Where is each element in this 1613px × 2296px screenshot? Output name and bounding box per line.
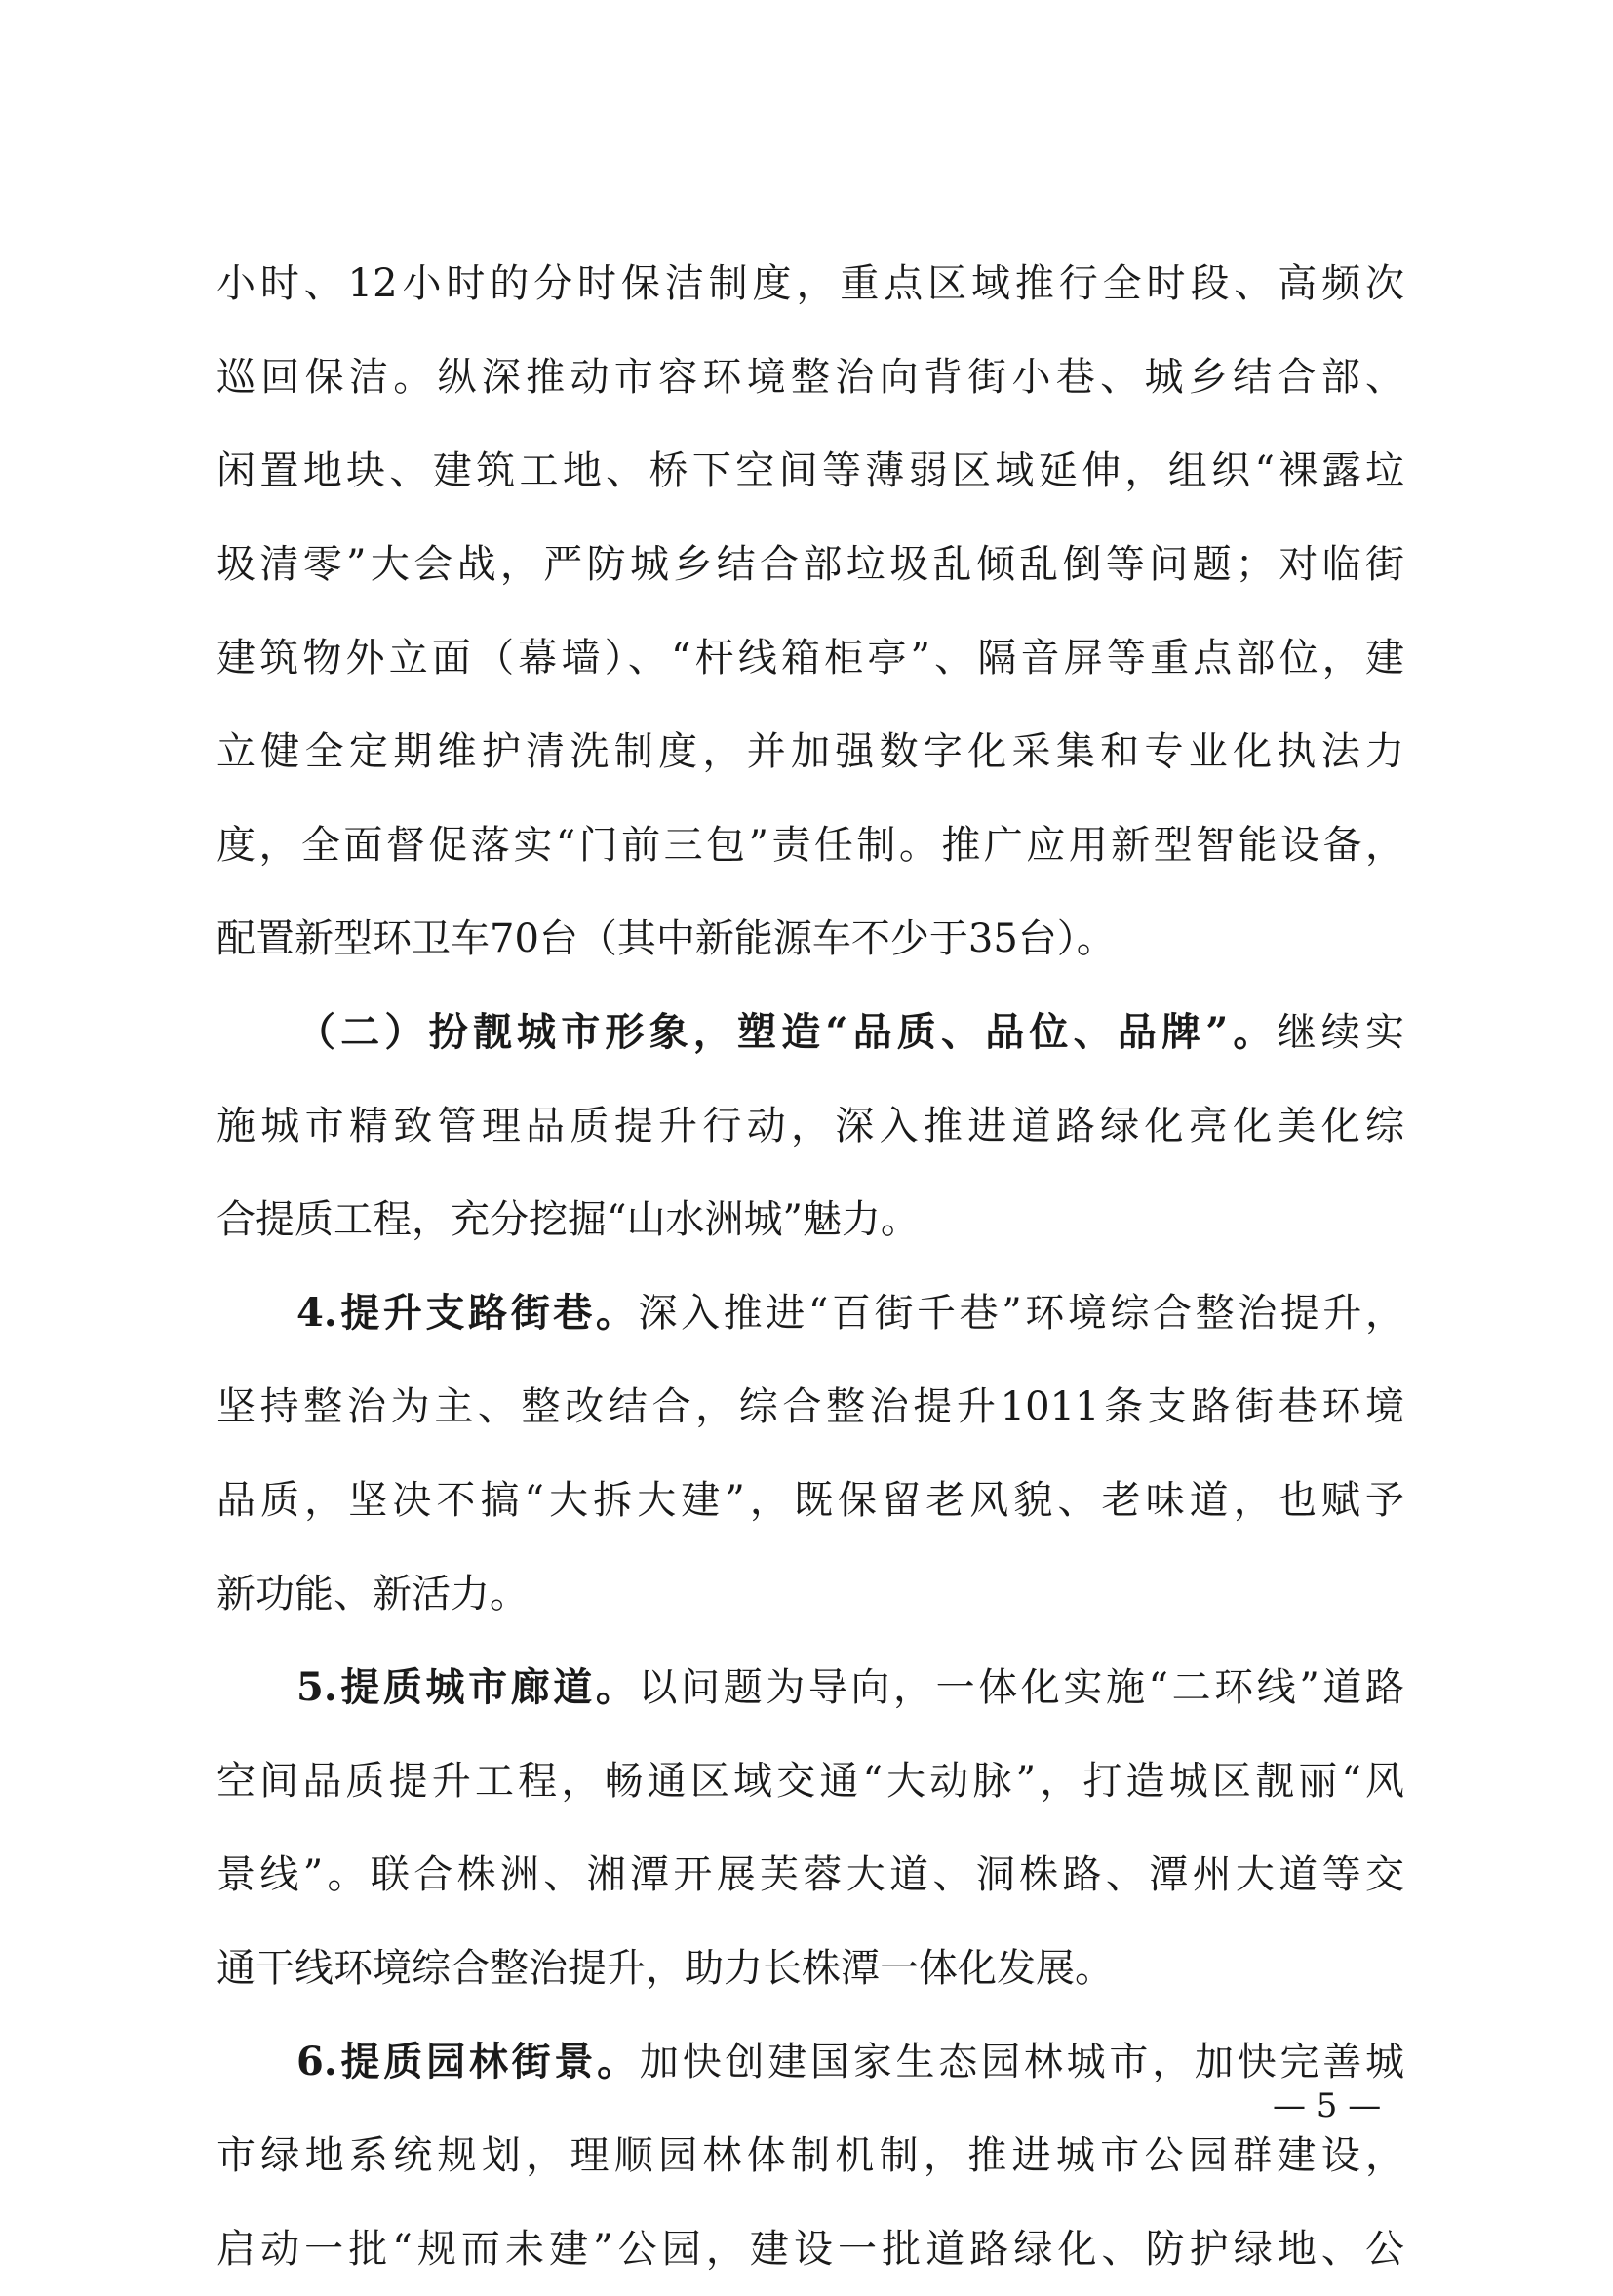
text-line: 度，全面督促落实“门前三包”责任制。推广应用新型智能设备， [216,823,1404,868]
text-line: 空间品质提升工程，畅通区域交通“大动脉”，打造城区靓丽“风 [216,1759,1404,1804]
item-heading: 4.提升支路街巷。 [296,1290,639,1336]
text-line: 合提质工程，充分挖掘“山水洲城”魅力。 [216,1197,920,1242]
item-heading-text: 深入推进“百街千巷”环境综合整治提升， [638,1291,1404,1336]
item-heading-line [216,1266,1404,1360]
item-heading-text: 加快创建国家生态园林城市，加快完善城 [639,2040,1405,2084]
section-heading-text: 继续实 [1277,1010,1405,1055]
section-heading-line [216,986,1404,1079]
text-line: 圾清零”大会战，严防城乡结合部垃圾乱倾乱倒等问题；对临街 [216,542,1404,587]
item-heading-text: 以问题为导向，一体化实施“二环线”道路 [638,1665,1404,1710]
text-line: 新功能、新活力。 [216,1572,529,1616]
text-line: 市绿地系统规划，理顺园林体制机制，推进城市公园群建设， [216,2133,1404,2178]
item-heading-line [216,1641,1404,1734]
text-line: 品质，坚决不搞“大拆大建”，既保留老风貌、老味道，也赋予 [216,1478,1404,1523]
item-heading-line [216,2015,1404,2109]
page-number: — 5 — [1273,2086,1382,2125]
text-line: 景线”。联合株洲、湘潭开展芙蓉大道、洞株路、潭州大道等交 [216,1852,1404,1897]
text-line: 施城市精致管理品质提升行动，深入推进道路绿化亮化美化综 [216,1104,1404,1148]
item-heading: 6.提质园林街景。 [296,2039,640,2084]
text-line: 通干线环境综合整治提升，助力长株潭一体化发展。 [216,1946,1114,1991]
section-heading: （二）扮靓城市形象，塑造“品质、品位、品牌”。 [296,1009,1278,1055]
text-line: 坚持整治为主、整改结合，综合整治提升1011条支路街巷环境 [216,1384,1404,1429]
text-line: 巡回保洁。纵深推动市容环境整治向背街小巷、城乡结合部、 [216,355,1404,400]
text-line: 启动一批“规而未建”公园，建设一批道路绿化、防护绿地、公 [216,2227,1404,2272]
text-line: 小时、12小时的分时保洁制度，重点区域推行全时段、高频次 [216,261,1404,306]
text-line: 立健全定期维护清洗制度，并加强数字化采集和专业化执法力 [216,729,1404,774]
text-line: 建筑物外立面（幕墙）、“杆线箱柜亭”、隔音屏等重点部位，建 [216,636,1404,681]
text-line: 闲置地块、建筑工地、桥下空间等薄弱区域延伸，组织“裸露垃 [216,448,1404,493]
item-heading: 5.提质城市廊道。 [296,1664,639,1710]
text-line: 配置新型环卫车70台（其中新能源车不少于35台）。 [216,916,1116,961]
document-body [216,237,1404,2296]
